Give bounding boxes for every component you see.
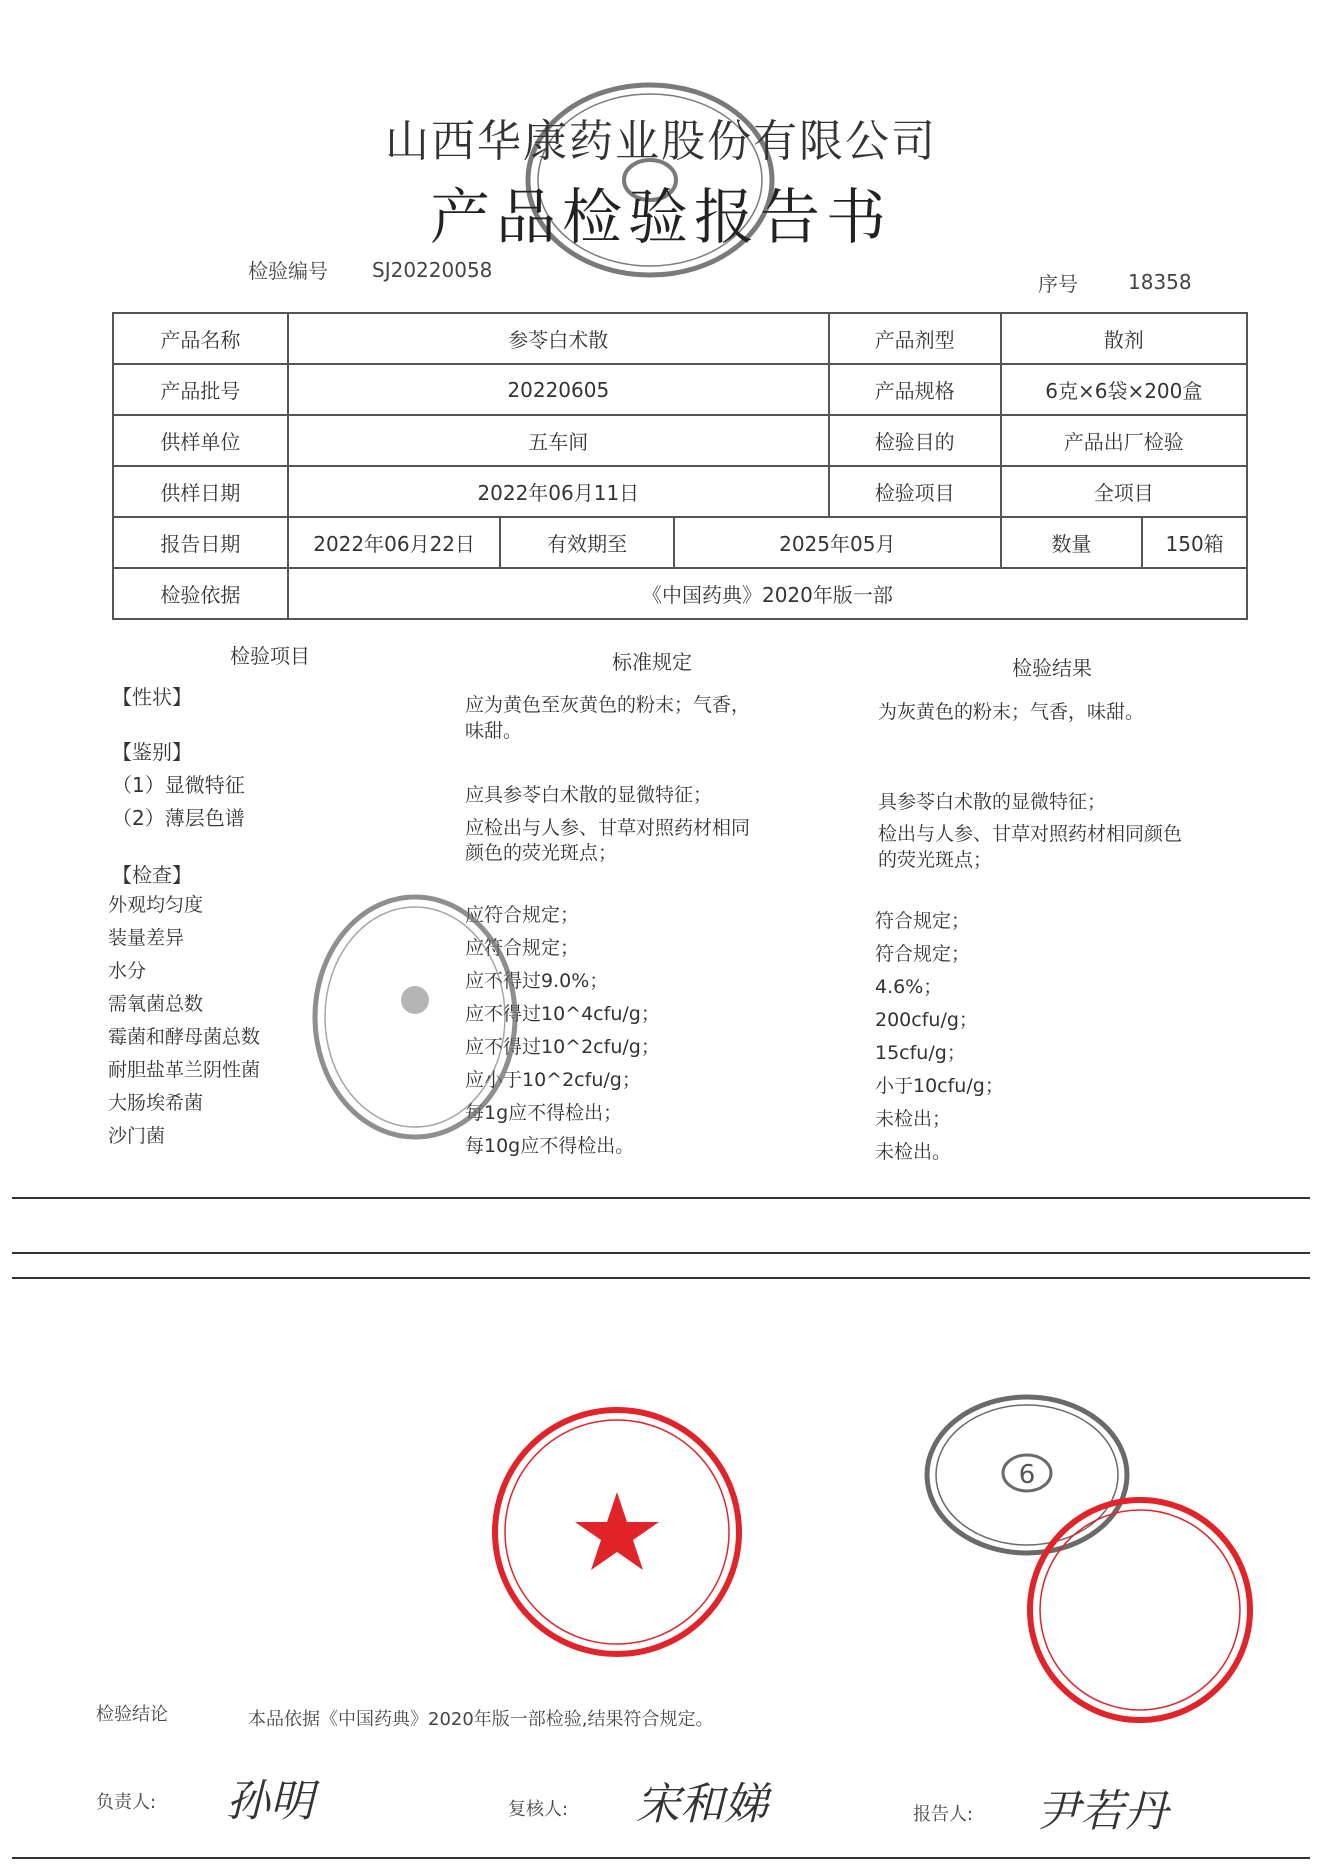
check-standard: 应不得过9.0%；: [465, 970, 609, 992]
ident-result-2a: 检出与人参、甘草对照药材相同颜色: [878, 823, 1183, 845]
trait-heading: 【性状】: [112, 685, 192, 709]
red-pharmacy-seal: [485, 1400, 750, 1665]
spec-label: 产品规格: [829, 364, 1001, 415]
supplier-label: 供样单位: [113, 415, 288, 466]
ident-standard-1: 应具参苓白术散的显微特征；: [465, 784, 713, 806]
basis-label: 检验依据: [113, 568, 288, 619]
check-item: 大肠埃希菌: [108, 1092, 204, 1114]
valid-until: 2025年05月: [674, 517, 1001, 568]
check-result: 小于10cfu/g；: [875, 1075, 1004, 1097]
company-name: 山西华康药业股份有限公司: [385, 116, 937, 167]
basis: 《中国药典》2020年版一部: [288, 568, 1247, 619]
supplier: 五车间: [288, 415, 829, 466]
ident-heading: 【鉴别】: [112, 740, 192, 764]
product-info-table: [112, 312, 1248, 620]
trait-standard-line-1: 应为黄色至灰黄色的粉末；气香，: [465, 694, 751, 716]
ident-microscopic: （1）显微特征: [112, 773, 245, 797]
divider-2: [12, 1252, 1310, 1254]
reviewer-signature: 宋和娣: [636, 1779, 768, 1830]
divider-3: [12, 1277, 1310, 1279]
ident-tlc: （2）薄层色谱: [112, 806, 245, 830]
report-title: 产品检验报告书: [430, 183, 892, 253]
check-standard: 应不得过10^2cfu/g；: [465, 1036, 660, 1058]
ident-result-2b: 的荧光斑点；: [878, 849, 993, 871]
grey-quality-seal: [305, 890, 525, 1145]
ident-standard-2a: 应检出与人参、甘草对照药材相同: [465, 817, 751, 839]
check-heading: 【检查】: [112, 863, 192, 887]
product-name: 参苓白术散: [288, 313, 829, 364]
col-item-header: 检验项目: [230, 644, 310, 668]
serial-no: 18358: [1128, 270, 1192, 294]
check-result: 15cfu/g；: [875, 1042, 966, 1064]
check-result: 符合规定；: [875, 910, 971, 932]
table-row: [113, 466, 1247, 517]
check-result: 未检出。: [875, 1141, 952, 1163]
check-item: 沙门菌: [108, 1125, 166, 1147]
purpose-label: 检验目的: [829, 415, 1001, 466]
check-standard: 应小于10^2cfu/g；: [465, 1069, 641, 1091]
inspection-no-label: 检验编号: [248, 259, 328, 283]
seal-number: 6: [1018, 1460, 1036, 1490]
reviewer-label: 复核人:: [508, 1799, 569, 1820]
report-date: 2022年06月22日: [288, 517, 501, 568]
check-item: 装量差异: [108, 927, 185, 949]
table-row: [113, 415, 1247, 466]
check-item: 耐胆盐革兰阴性菌: [108, 1059, 261, 1081]
responsible-label: 负责人:: [96, 1792, 157, 1813]
check-standard: 每10g应不得检出。: [465, 1135, 635, 1157]
dosage-form: 散剂: [1001, 313, 1247, 364]
check-standard: 每1g应不得检出；: [465, 1102, 623, 1124]
bottom-rule: [12, 1857, 1310, 1859]
check-item: 霉菌和酵母菌总数: [108, 1026, 261, 1048]
items: 全项目: [1001, 466, 1247, 517]
qty: 150箱: [1142, 517, 1247, 568]
check-item: 需氧菌总数: [108, 993, 204, 1015]
product-name-label: 产品名称: [113, 313, 288, 364]
check-standard: 应不得过10^4cfu/g；: [465, 1003, 660, 1025]
check-item: 外观均匀度: [108, 894, 204, 916]
reporter-signature: 尹若丹: [1036, 1786, 1168, 1837]
check-result: 符合规定；: [875, 943, 971, 965]
check-result: 未检出；: [875, 1108, 952, 1130]
table-row: [113, 313, 1247, 364]
items-label: 检验项目: [829, 466, 1001, 517]
check-result: 200cfu/g；: [875, 1009, 978, 1031]
valid-label: 有效期至: [500, 517, 673, 568]
reporter-label: 报告人:: [913, 1804, 974, 1825]
dosage-form-label: 产品剂型: [829, 313, 1001, 364]
check-item: 水分: [108, 960, 147, 982]
ident-standard-2b: 颜色的荧光斑点；: [465, 842, 618, 864]
qty-label: 数量: [1001, 517, 1143, 568]
spec: 6克×6袋×200盒: [1001, 364, 1247, 415]
trait-standard-line-2: 味甜。: [465, 720, 523, 742]
inspection-no: SJ20220058: [372, 258, 493, 282]
purpose: 产品出厂检验: [1001, 415, 1247, 466]
batch-label: 产品批号: [113, 364, 288, 415]
batch-no: 20220605: [288, 364, 829, 415]
responsible-signature: 孙明: [226, 1776, 314, 1827]
sample-date: 2022年06月11日: [288, 466, 829, 517]
check-standard: 应符合规定；: [465, 904, 580, 926]
red-quality-seal: [1020, 1490, 1260, 1730]
conclusion-label: 检验结论: [96, 1704, 168, 1725]
col-result-header: 检验结果: [1012, 656, 1092, 680]
table-row: [113, 568, 1247, 619]
table-row: [113, 364, 1247, 415]
ident-result-1: 具参苓白术散的显微特征；: [878, 791, 1107, 813]
trait-result: 为灰黄色的粉末；气香，味甜。: [878, 701, 1145, 723]
table-row: [113, 517, 1247, 568]
divider-1: [12, 1197, 1310, 1199]
serial-label: 序号: [1038, 272, 1078, 296]
col-standard-header: 标准规定: [612, 650, 692, 674]
conclusion-text: 本品依据《中国药典》2020年版一部检验,结果符合规定。: [248, 1709, 714, 1730]
check-result: 4.6%；: [875, 976, 943, 998]
check-standard: 应符合规定；: [465, 937, 580, 959]
sample-date-label: 供样日期: [113, 466, 288, 517]
report-date-label: 报告日期: [113, 517, 288, 568]
